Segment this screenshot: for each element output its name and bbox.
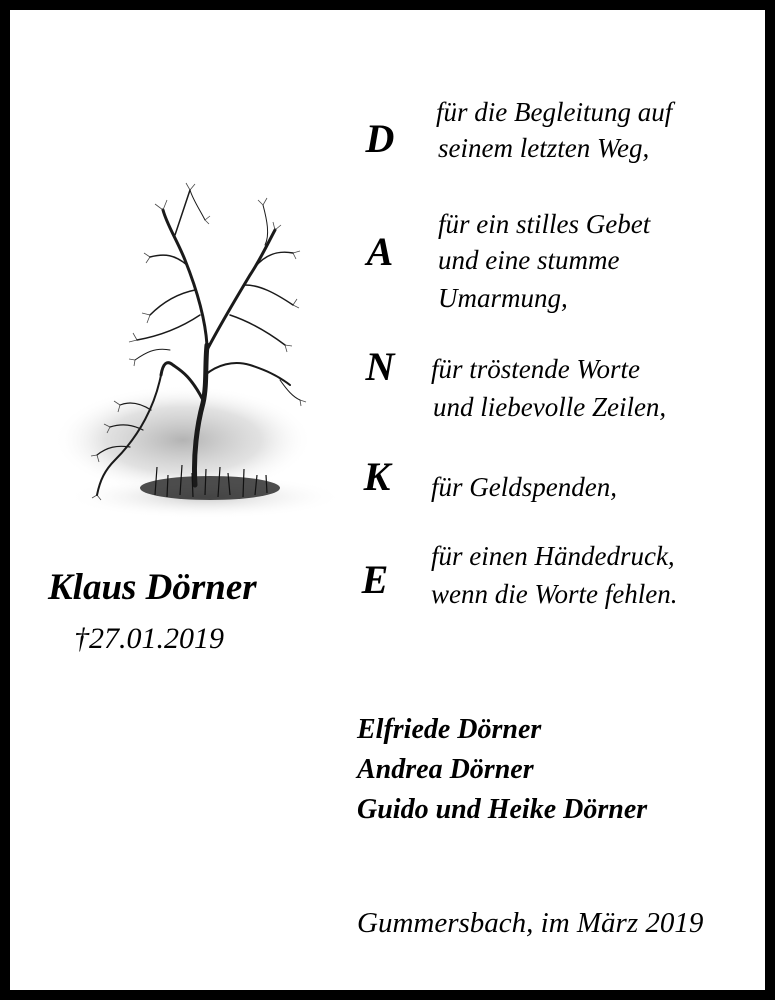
- family-member: Andrea Dörner: [357, 754, 534, 785]
- death-date: 27.01.2019: [89, 622, 224, 655]
- danke-letter-d: D: [365, 116, 395, 161]
- cross-icon: †: [74, 622, 89, 655]
- danke-letter-e: E: [361, 557, 389, 602]
- danke-e-line-2: wenn die Worte fehlen.: [431, 579, 678, 609]
- family-member: Guido und Heike Dörner: [357, 794, 648, 825]
- danke-a-line-3: Umarmung,: [438, 283, 568, 313]
- family-signatures: [357, 710, 647, 830]
- death-date-line: [74, 622, 224, 656]
- tree-illustration: [55, 175, 340, 540]
- danke-letter-n: N: [365, 344, 395, 389]
- danke-a-line-2: und eine stumme: [438, 245, 620, 275]
- danke-e-line-1: für einen Händedruck,: [431, 541, 675, 571]
- deceased-name: Klaus Dörner: [48, 567, 257, 608]
- family-member: Elfriede Dörner: [357, 714, 542, 745]
- danke-d-line-1: für die Begleitung auf: [436, 97, 673, 127]
- danke-k-line-1: für Geldspenden,: [431, 472, 617, 502]
- danke-n-line-2: und liebevolle Zeilen,: [433, 392, 667, 422]
- danke-d-line-2: seinem letzten Weg,: [438, 133, 650, 163]
- danke-letter-a: A: [366, 229, 394, 274]
- danke-letter-k: K: [363, 454, 391, 499]
- place-and-date: Gummersbach, im März 2019: [357, 907, 704, 939]
- danke-a-line-1: für ein stilles Gebet: [438, 209, 651, 239]
- danke-n-line-1: für tröstende Worte: [431, 354, 640, 384]
